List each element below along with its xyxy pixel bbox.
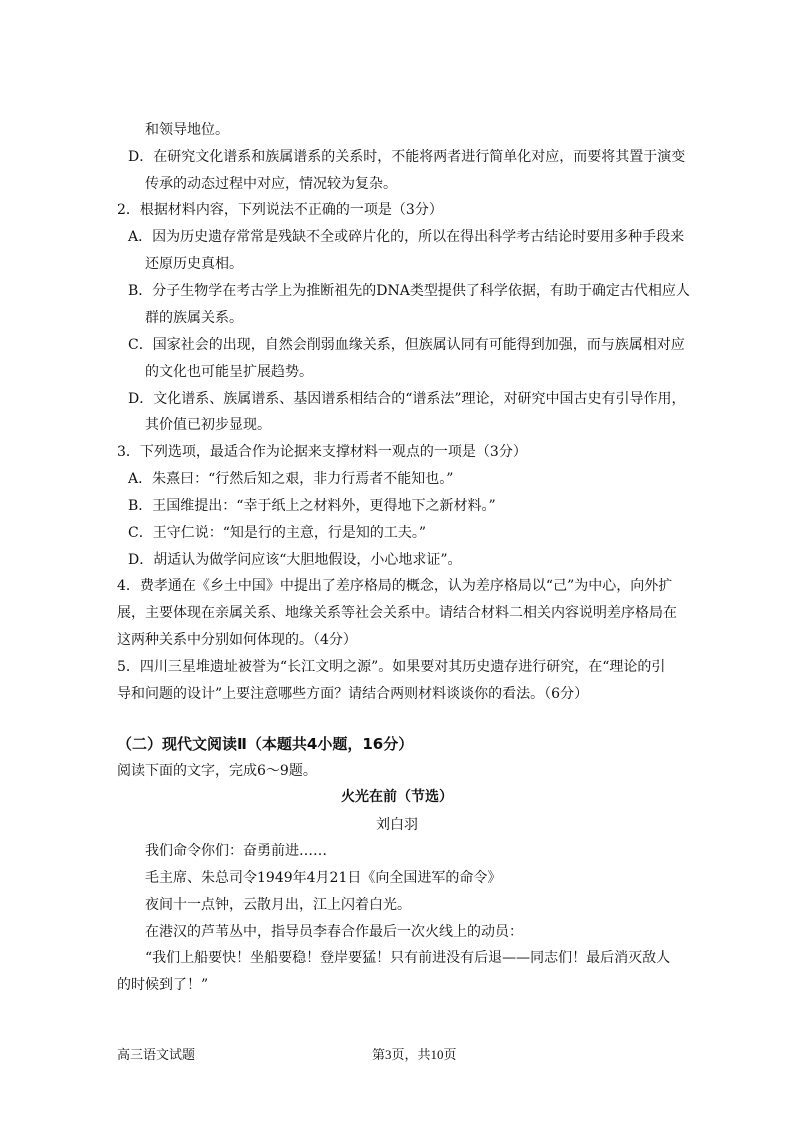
paragraph: 我们命令你们：奋勇前进…… xyxy=(145,843,327,859)
question-5: 5．四川三星堆遗址被誉为“长江文明之源”。如果要对其历史遗存进行研究，在“理论的引 xyxy=(117,659,666,675)
text-line: 传承的动态过程中对应，情况较为复杂。 xyxy=(145,176,397,192)
option-text: D．在研究文化谱系和族属谱系的关系时，不能将两者进行简单化对应，而要将其置于演变 xyxy=(128,149,686,165)
footer-exam-name: 高三语文试题 xyxy=(117,1047,196,1062)
question-2: 2．根据材料内容，下列说法不正确的一项是（3分） xyxy=(117,202,443,218)
option-2d: D．文化谱系、族属谱系、基因谱系相结合的“谱系法”理论，对研究中国古史有引导作用， xyxy=(128,391,686,407)
question-5-cont: 导和问题的设计”上要注意哪些方面？请结合两则材料谈谈你的看法。（6分） xyxy=(117,686,589,702)
question-3: 3．下列选项，最适合作为论据来支撑材料一观点的一项是（3分） xyxy=(117,444,527,460)
question-4: 4．费孝通在《乡土中国》中提出了差序格局的概念，认为差序格局以“己”为中心，向外扩 xyxy=(117,578,673,594)
option-3b: B．王国维提出：“幸于纸上之材料外，更得地下之新材料。” xyxy=(128,498,496,514)
option-2b-cont: 群的族属关系。 xyxy=(145,310,243,326)
option-3c: C．王守仁说：“知是行的主意，行是知的工夫。” xyxy=(128,525,427,541)
option-2c-cont: 的文化也可能呈扩展趋势。 xyxy=(145,364,313,380)
paragraph-cont: 的时候到了！” xyxy=(117,977,209,993)
option-2b: B．分子生物学在考古学上为推断祖先的DNA类型提供了科学依据，有助于确定古代相应人 xyxy=(128,283,690,299)
instruction: 阅读下面的文字，完成6～9题。 xyxy=(117,763,317,779)
option-2a-cont: 还原历史真相。 xyxy=(145,256,243,272)
option-2d-cont: 其价值已初步显现。 xyxy=(145,417,271,433)
option-2c: C．国家社会的出现，自然会削弱血缘关系，但族属认同有可能得到加强，而与族属相对应 xyxy=(128,337,685,353)
section-heading: （二）现代文阅读Ⅱ（本题共4小题，16分） xyxy=(117,735,414,753)
question-4-cont: 这两种关系中分别如何体现的。（4分） xyxy=(117,632,357,648)
question-4-cont: 展，主要体现在亲属关系、地缘关系等社会关系中。请结合材料二相关内容说明差序格局在 xyxy=(117,605,677,621)
paragraph: 毛主席、朱总司令1949年4月21日《向全国进军的命令》 xyxy=(145,870,502,886)
option-2a: A．因为历史遗存常常是残缺不全或碎片化的，所以在得出科学考古结论时要用多种手段来 xyxy=(128,229,685,245)
text-line: 和领导地位。 xyxy=(145,122,229,138)
option-3a: A．朱熹曰：“行然后知之艰，非力行焉者不能知也。” xyxy=(128,471,454,487)
story-title: 火光在前（节选） xyxy=(341,789,453,805)
option-3d: D．胡适认为做学问应该“大胆地假设，小心地求证”。 xyxy=(128,552,462,568)
paragraph: 在港汉的芦苇丛中，指导员李春合作最后一次火线上的动员： xyxy=(145,924,523,940)
footer-page-number: 第3页，共10页 xyxy=(372,1047,457,1062)
paragraph: 夜间十一点钟，云散月出，江上闪着白光。 xyxy=(145,897,411,913)
author: 刘白羽 xyxy=(376,817,418,833)
paragraph: “我们上船要快！坐船要稳！登岸要猛！只有前进没有后退——同志们！最后消灭敌人 xyxy=(145,950,671,966)
